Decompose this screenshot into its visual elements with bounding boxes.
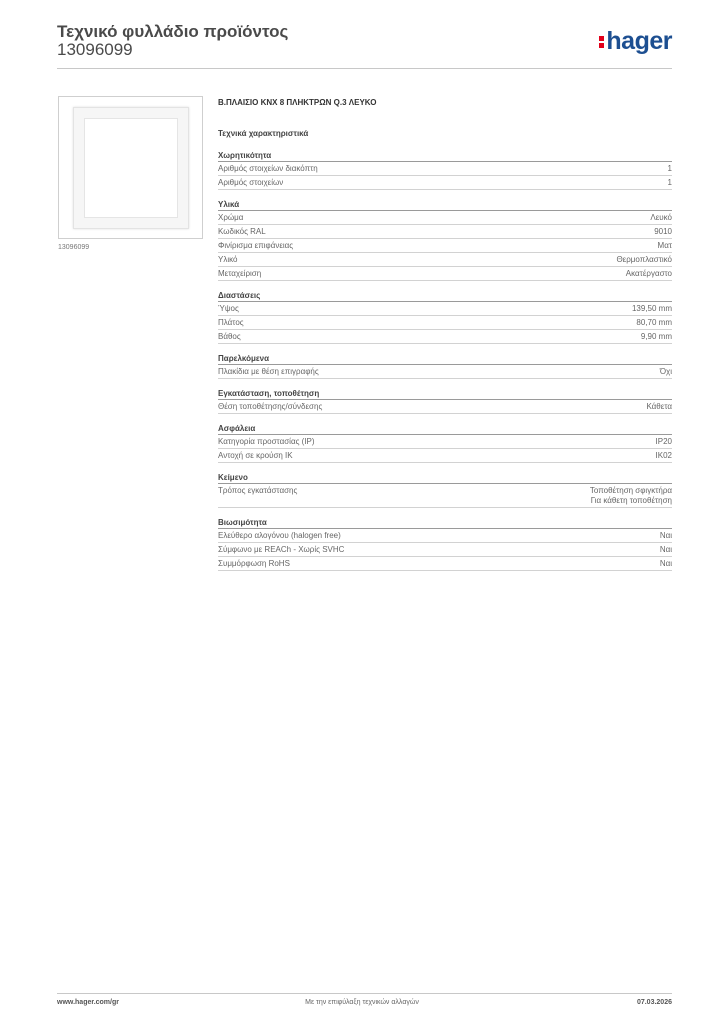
product-image bbox=[58, 96, 203, 239]
spec-row bbox=[218, 529, 672, 543]
logo-text: hager bbox=[606, 27, 672, 55]
footer-date: 07.03.2026 bbox=[636, 999, 672, 1006]
spec-label: Συμμόρφωση RoHS bbox=[218, 559, 290, 568]
spec-label: Αντοχή σε κρούση IK bbox=[218, 451, 293, 460]
spec-value: IP20 bbox=[655, 437, 672, 446]
tech-characteristics-heading: Τεχνικά χαρακτηριστικά bbox=[218, 129, 309, 138]
section-title: Διαστάσεις bbox=[218, 290, 672, 302]
hager-logo bbox=[599, 27, 672, 56]
spec-row bbox=[218, 239, 672, 253]
section-title: Ασφάλεια bbox=[218, 423, 672, 435]
spec-row bbox=[218, 484, 672, 508]
spec-label: Ύψος bbox=[218, 304, 239, 313]
spec-row bbox=[218, 316, 672, 330]
spec-row bbox=[218, 365, 672, 379]
spec-row bbox=[218, 557, 672, 571]
product-name: Β.ΠΛΑΙΣΙΟ KNX 8 ΠΛΗΚΤΡΩΝ Q.3 ΛΕΥΚΟ bbox=[218, 98, 377, 107]
spec-value: 80,70 mm bbox=[636, 318, 672, 327]
spec-value: Ναι bbox=[659, 531, 672, 540]
spec-value: 139,50 mm bbox=[631, 304, 672, 313]
spec-row bbox=[218, 211, 672, 225]
header-divider bbox=[57, 68, 672, 69]
product-code: 13096099 bbox=[57, 40, 133, 59]
product-image-caption: 13096099 bbox=[58, 244, 90, 251]
spec-label: Κατηγορία προστασίας (IP) bbox=[218, 437, 315, 446]
spec-label: Κωδικός RAL bbox=[218, 227, 266, 236]
section-title: Χωρητικότητα bbox=[218, 150, 672, 162]
spec-panel bbox=[218, 96, 672, 571]
spec-row bbox=[218, 435, 672, 449]
spec-value: Όχι bbox=[659, 367, 672, 376]
spec-label: Χρώμα bbox=[218, 213, 244, 222]
spec-row bbox=[218, 400, 672, 414]
spec-row bbox=[218, 253, 672, 267]
spec-row bbox=[218, 302, 672, 316]
section-title: Βιωσιμότητα bbox=[218, 517, 672, 529]
spec-value: 1 bbox=[667, 178, 672, 187]
spec-label: Αριθμός στοιχείων bbox=[218, 178, 284, 187]
spec-value: Ναι bbox=[659, 559, 672, 568]
spec-label: Θέση τοποθέτησης/σύνδεσης bbox=[218, 402, 323, 411]
spec-label: Μεταχείριση bbox=[218, 269, 262, 278]
spec-section bbox=[218, 517, 672, 571]
spec-section bbox=[218, 423, 672, 463]
logo-dots-icon bbox=[599, 34, 604, 50]
footer-notice: Με την επιφύλαξη τεχνικών αλλαγών bbox=[305, 999, 419, 1006]
spec-label: Ελεύθερο αλογόνου (halogen free) bbox=[218, 531, 341, 540]
spec-value: 1 bbox=[667, 164, 672, 173]
section-title: Εγκατάσταση, τοποθέτηση bbox=[218, 388, 672, 400]
spec-label: Σύμφωνο με REACh - Χωρίς SVHC bbox=[218, 545, 345, 554]
spec-row bbox=[218, 543, 672, 557]
footer-website-link[interactable]: www.hager.com/gr bbox=[57, 999, 119, 1006]
spec-label: Πλάτος bbox=[218, 318, 244, 327]
spec-value: Ακατέργαστο bbox=[625, 269, 672, 278]
spec-row bbox=[218, 267, 672, 281]
spec-value: Λευκό bbox=[650, 213, 672, 222]
spec-section bbox=[218, 199, 672, 281]
spec-label: Πλακίδια με θέση επιγραφής bbox=[218, 367, 319, 376]
spec-section bbox=[218, 472, 672, 508]
spec-row bbox=[218, 330, 672, 344]
spec-value: IK02 bbox=[655, 451, 672, 460]
footer-divider bbox=[57, 993, 672, 994]
spec-row bbox=[218, 162, 672, 176]
spec-sections bbox=[218, 150, 672, 571]
spec-section bbox=[218, 150, 672, 190]
spec-label: Φινίρισμα επιφάνειας bbox=[218, 241, 294, 250]
spec-value: 9,90 mm bbox=[640, 332, 672, 341]
document-title: Τεχνικό φυλλάδιο προϊόντος bbox=[57, 22, 289, 41]
spec-value: Τοποθέτηση σφιγκτήρα Για κάθετη τοποθέτηση bbox=[589, 486, 672, 505]
spec-value: Κάθετα bbox=[646, 402, 672, 411]
section-title: Παρελκόμενα bbox=[218, 353, 672, 365]
spec-value: Ματ bbox=[657, 241, 672, 250]
spec-section bbox=[218, 388, 672, 414]
section-title: Υλικά bbox=[218, 199, 672, 211]
spec-row bbox=[218, 225, 672, 239]
spec-label: Τρόπος εγκατάστασης bbox=[218, 486, 298, 495]
spec-value: Ναι bbox=[659, 545, 672, 554]
spec-row bbox=[218, 449, 672, 463]
spec-section bbox=[218, 353, 672, 379]
spec-row bbox=[218, 176, 672, 190]
spec-section bbox=[218, 290, 672, 344]
section-title: Κείμενο bbox=[218, 472, 672, 484]
spec-label: Υλικό bbox=[218, 255, 238, 264]
spec-value: 9010 bbox=[654, 227, 672, 236]
spec-value: Θερμοπλαστικό bbox=[616, 255, 672, 264]
spec-label: Αριθμός στοιχείων διακόπτη bbox=[218, 164, 318, 173]
frame-illustration bbox=[73, 107, 189, 229]
spec-label: Βάθος bbox=[218, 332, 241, 341]
